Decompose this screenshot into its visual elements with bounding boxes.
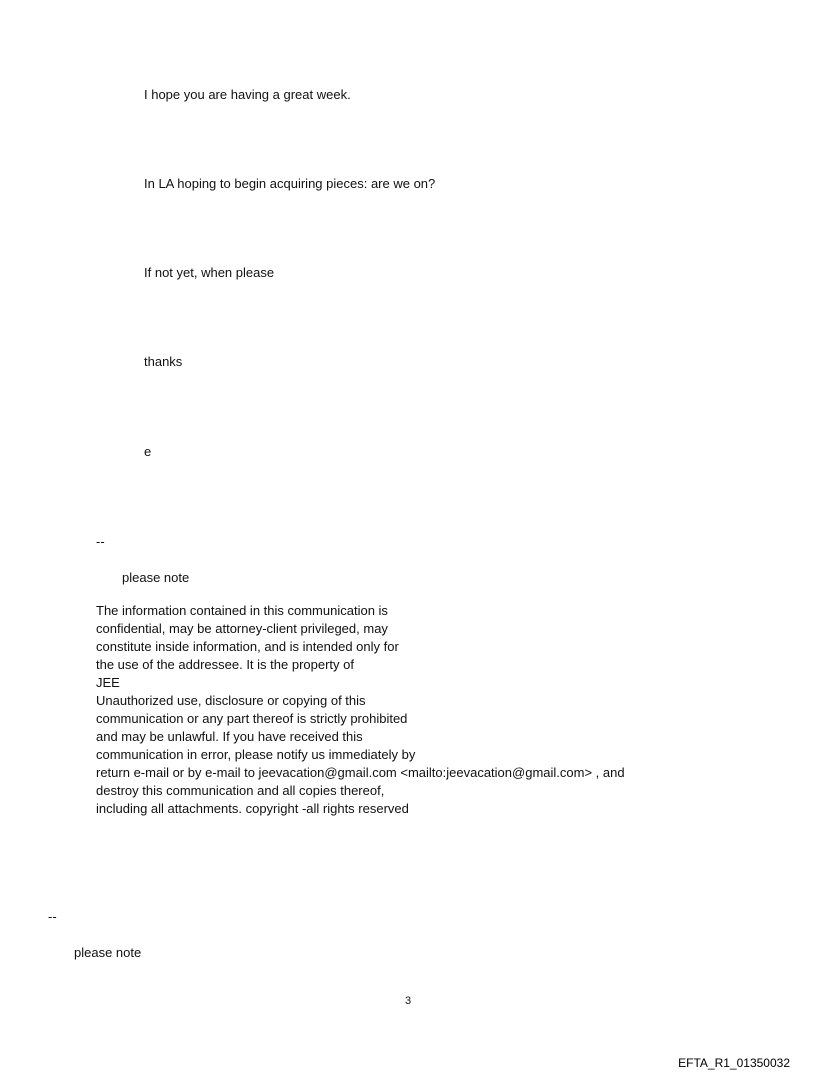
disclaimer-line-email: return e-mail or by e-mail to jeevacation@gmail.com <mailto:jeevacation@gmail.com> , and: [96, 765, 625, 780]
signature-label: please note: [122, 570, 190, 585]
body-line-signoff: e: [144, 444, 152, 459]
disclaimer-line: destroy this communication and all copies thereof,: [96, 783, 385, 798]
outer-signature-separator: --: [48, 909, 57, 924]
body-line-question: In LA hoping to begin acquiring pieces: are we on?: [144, 176, 436, 191]
outer-signature-label: please note: [74, 945, 142, 960]
disclaimer-line: JEE: [96, 675, 120, 690]
disclaimer-line: communication or any part thereof is strictly prohibited: [96, 711, 408, 726]
signature-separator: --: [96, 534, 105, 549]
disclaimer-line: confidential, may be attorney-client privileged, may: [96, 621, 388, 636]
disclaimer-line: The information contained in this communication is: [96, 603, 388, 618]
disclaimer-line: including all attachments. copyright -all rights reserved: [96, 801, 409, 816]
disclaimer-line: constitute inside information, and is intended only for: [96, 639, 399, 654]
disclaimer-line: Unauthorized use, disclosure or copying of this: [96, 693, 366, 708]
document-id: EFTA_R1_01350032: [678, 1056, 790, 1070]
disclaimer-line: and may be unlawful. If you have received this: [96, 729, 363, 744]
body-line-greeting: I hope you are having a great week.: [144, 87, 351, 102]
confidentiality-disclaimer: [96, 602, 625, 818]
body-line-followup: If not yet, when please: [144, 265, 275, 280]
body-line-thanks: thanks: [144, 354, 183, 369]
disclaimer-line: communication in error, please notify us immediately by: [96, 747, 416, 762]
disclaimer-line: the use of the addressee. It is the property of: [96, 657, 354, 672]
page-number: 3: [404, 995, 412, 1007]
